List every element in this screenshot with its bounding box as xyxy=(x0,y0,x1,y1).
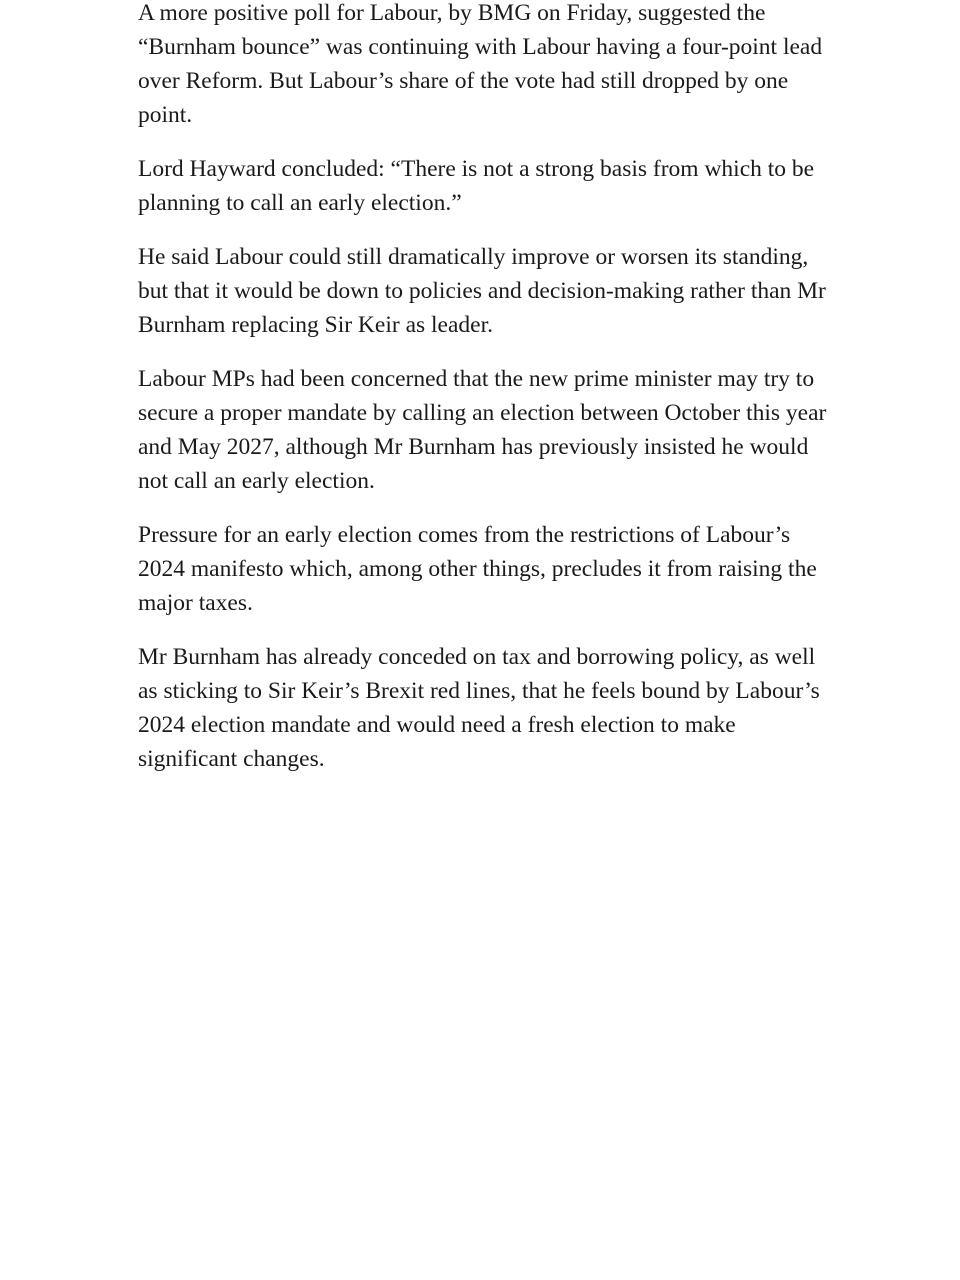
article-paragraph-1: A more positive poll for Labour, by BMG on Friday, suggested the “Burnham bounce” was continuing with Labour having a four-point lead over Reform. But Labour’s share of the vote had still dropped by one point. xyxy=(138,0,823,128)
article-paragraph-4: Labour MPs had been concerned that the new prime minister may try to secure a proper mandate by calling an election between October this year and May 2027, although Mr Burnham has previously insisted he would not call an early election. xyxy=(138,366,827,494)
article-body xyxy=(138,0,838,796)
article-paragraph-6: Mr Burnham has already conceded on tax and borrowing policy, as well as sticking to Sir Keir’s Brexit red lines, that he feels bound by Labour’s 2024 election mandate and would need a fresh election to make significant changes. xyxy=(138,644,820,772)
article-paragraph-3: He said Labour could still dramatically improve or worsen its standing, but that it would be down to policies and decision-making rather than Mr Burnham replacing Sir Keir as leader. xyxy=(138,244,826,338)
article-paragraph-2: Lord Hayward concluded: “There is not a strong basis from which to be planning to call an early election.” xyxy=(138,156,815,216)
article-paragraph-5: Pressure for an early election comes from the restrictions of Labour’s 2024 manifesto which, among other things, precludes it from raising the major taxes. xyxy=(138,522,817,616)
